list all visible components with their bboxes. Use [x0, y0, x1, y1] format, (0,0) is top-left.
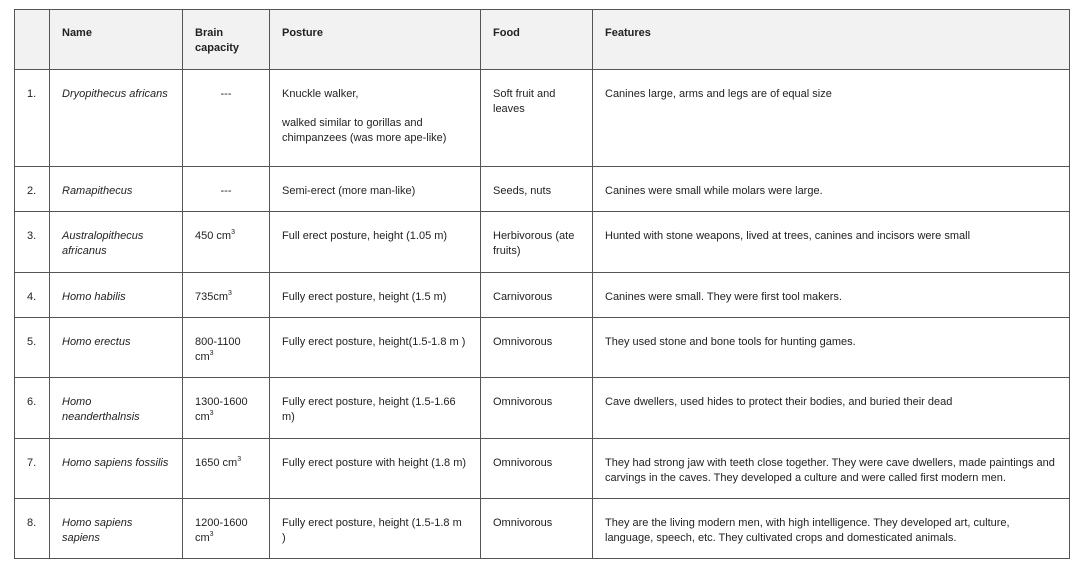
table-row	[15, 499, 1070, 559]
header-food: Food	[481, 10, 593, 70]
row-number: 2.	[15, 167, 50, 212]
brain-value: 1200-1600	[195, 517, 248, 529]
features: They are the living modern men, with high intelligence. They developed art, culture, language, speech, etc. They cultivated crops and domesticated animals.	[593, 499, 1070, 559]
species-name: Homo erectus	[50, 318, 183, 378]
food: Omnivorous	[481, 378, 593, 439]
features: They had strong jaw with teeth close together. They were cave dwellers, made paintings and carvings in the caves. They developed a culture and were called first modern men.	[593, 439, 1070, 499]
brain-unit: cm	[195, 351, 210, 363]
table-row	[15, 378, 1070, 439]
header-brain-capacity	[183, 10, 270, 70]
posture	[270, 70, 481, 167]
brain-value: 1300-1600	[195, 396, 248, 408]
brain-capacity: ---	[183, 70, 270, 167]
unit-superscript: 3	[209, 350, 214, 357]
header-posture: Posture	[270, 10, 481, 70]
food: Omnivorous	[481, 439, 593, 499]
row-number: 1.	[15, 70, 50, 167]
posture: Semi-erect (more man-like)	[270, 167, 481, 212]
header-brain-line2: capacity	[195, 42, 240, 54]
food: Omnivorous	[481, 499, 593, 559]
food: Soft fruit and leaves	[481, 70, 593, 167]
table-row	[15, 439, 1070, 499]
brain-capacity	[183, 318, 270, 378]
brain-capacity	[183, 212, 270, 273]
header-number	[15, 10, 50, 70]
row-number: 5.	[15, 318, 50, 378]
species-name: Homo habilis	[50, 273, 183, 318]
posture: Fully erect posture, height (1.5 m)	[270, 273, 481, 318]
species-name: Ramapithecus	[50, 167, 183, 212]
unit-superscript: 3	[231, 229, 235, 236]
row-number: 6.	[15, 378, 50, 439]
row-number: 8.	[15, 499, 50, 559]
food: Seeds, nuts	[481, 167, 593, 212]
brain-value: 800-1100	[195, 336, 241, 348]
brain-capacity	[183, 439, 270, 499]
features: Canines were small. They were first tool makers.	[593, 273, 1070, 318]
brain-capacity	[183, 499, 270, 559]
row-number: 7.	[15, 439, 50, 499]
posture: Fully erect posture, height (1.5-1.8 m )	[270, 499, 481, 559]
table-row	[15, 167, 1070, 212]
species-name: Homo sapiens fossilis	[50, 439, 183, 499]
brain-capacity	[183, 273, 270, 318]
posture: Fully erect posture, height (1.5-1.66 m)	[270, 378, 481, 439]
features: Canines were small while molars were large.	[593, 167, 1070, 212]
posture: Fully erect posture, height(1.5-1.8 m )	[270, 318, 481, 378]
features: Canines large, arms and legs are of equal size	[593, 70, 1070, 167]
species-name: Australopithecus africanus	[50, 212, 183, 273]
row-number: 3.	[15, 212, 50, 273]
posture-line1: Knuckle walker,	[282, 88, 359, 100]
brain-value: 1650 cm	[195, 457, 238, 469]
brain-unit: cm	[195, 411, 210, 423]
header-row	[15, 10, 1070, 70]
row-number: 4.	[15, 273, 50, 318]
table-row	[15, 70, 1070, 167]
unit-superscript: 3	[228, 290, 232, 297]
species-name: Dryopithecus africans	[50, 70, 183, 167]
header-features: Features	[593, 10, 1070, 70]
species-name: Homo neanderthalnsis	[50, 378, 183, 439]
unit-superscript: 3	[237, 456, 242, 463]
species-name: Homo sapiens sapiens	[50, 499, 183, 559]
header-brain-line1: Brain	[195, 27, 224, 39]
brain-unit: cm	[195, 532, 210, 544]
unit-superscript: 3	[209, 531, 214, 538]
brain-capacity	[183, 378, 270, 439]
features: They used stone and bone tools for hunting games.	[593, 318, 1070, 378]
table-row	[15, 212, 1070, 273]
unit-superscript: 3	[209, 410, 214, 417]
posture-line2: walked similar to gorillas and chimpanzees (was more ape-like)	[282, 117, 447, 144]
posture: Full erect posture, height (1.05 m)	[270, 212, 481, 273]
evolution-table-container	[14, 9, 1070, 559]
features: Cave dwellers, used hides to protect their bodies, and buried their dead	[593, 378, 1070, 439]
food: Omnivorous	[481, 318, 593, 378]
table-row	[15, 273, 1070, 318]
features: Hunted with stone weapons, lived at trees, canines and incisors were small	[593, 212, 1070, 273]
brain-capacity: ---	[183, 167, 270, 212]
brain-value: 735cm	[195, 291, 229, 303]
posture: Fully erect posture with height (1.8 m)	[270, 439, 481, 499]
header-name: Name	[50, 10, 183, 70]
food: Herbivorous (ate fruits)	[481, 212, 593, 273]
human-evolution-table	[14, 9, 1070, 559]
brain-value: 450 cm	[195, 230, 232, 242]
table-row	[15, 318, 1070, 378]
food: Carnivorous	[481, 273, 593, 318]
